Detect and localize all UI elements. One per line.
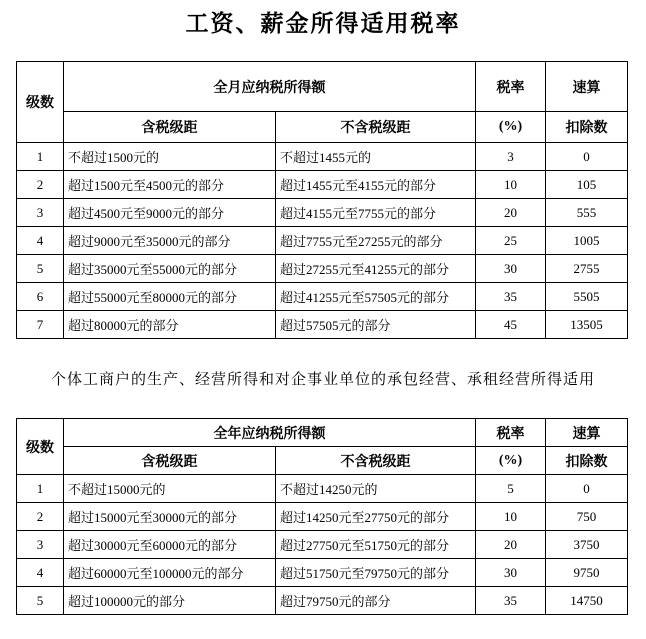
table-row: [17, 531, 628, 559]
rate-cell: 20: [476, 199, 546, 227]
bracket-without-tax-cell: 超过57505元的部分: [276, 311, 476, 339]
monthly-tax-table: [16, 61, 628, 339]
level-cell: 7: [17, 311, 64, 339]
rate-cell: 35: [476, 587, 546, 615]
page-title: 工资、薪金所得适用税率: [185, 11, 461, 36]
bracket-with-tax-cell: 超过15000元至30000元的部分: [64, 503, 276, 531]
bracket-without-tax-cell: 不超过14250元的: [276, 475, 476, 503]
bracket-without-tax-cell: 超过51750元至79750元的部分: [276, 559, 476, 587]
rate-cell: 3: [476, 143, 546, 171]
level-cell: 5: [17, 255, 64, 283]
col-header-bracket-without-tax: 不含税级距: [276, 112, 476, 143]
col-header-bracket-without-tax: 不含税级距: [276, 447, 476, 475]
deduction-cell: 13505: [546, 311, 628, 339]
level-cell: 2: [17, 171, 64, 199]
bracket-with-tax-cell: 超过4500元至9000元的部分: [64, 199, 276, 227]
annual-tax-table: [16, 418, 628, 615]
level-cell: 3: [17, 199, 64, 227]
deduction-cell: 0: [546, 475, 628, 503]
col-header-rate-line1: 税率: [476, 62, 546, 112]
annual-tax-table-header: [17, 419, 628, 475]
rate-cell: 25: [476, 227, 546, 255]
col-header-rate-line2: (%): [476, 447, 546, 475]
col-header-level: 级数: [17, 419, 64, 475]
level-cell: 4: [17, 227, 64, 255]
deduction-cell: 5505: [546, 283, 628, 311]
level-cell: 1: [17, 475, 64, 503]
deduction-cell: 9750: [546, 559, 628, 587]
col-header-bracket-with-tax: 含税级距: [64, 447, 276, 475]
level-cell: 4: [17, 559, 64, 587]
bracket-without-tax-cell: 超过14250元至27750元的部分: [276, 503, 476, 531]
deduction-cell: 750: [546, 503, 628, 531]
col-header-deduction-line1: 速算: [546, 419, 628, 447]
col-header-rate-line1: 税率: [476, 419, 546, 447]
header-row-1: [17, 62, 628, 112]
table-row: [17, 171, 628, 199]
col-header-deduction-line2: 扣除数: [546, 112, 628, 143]
rate-cell: 10: [476, 171, 546, 199]
table-row: [17, 503, 628, 531]
level-cell: 5: [17, 587, 64, 615]
deduction-cell: 1005: [546, 227, 628, 255]
level-cell: 1: [17, 143, 64, 171]
bracket-with-tax-cell: 不超过15000元的: [64, 475, 276, 503]
col-header-bracket-with-tax: 含税级距: [64, 112, 276, 143]
level-cell: 3: [17, 531, 64, 559]
bracket-without-tax-cell: 超过41255元至57505元的部分: [276, 283, 476, 311]
bracket-with-tax-cell: 超过55000元至80000元的部分: [64, 283, 276, 311]
rate-cell: 45: [476, 311, 546, 339]
level-cell: 2: [17, 503, 64, 531]
bracket-with-tax-cell: 超过100000元的部分: [64, 587, 276, 615]
monthly-tax-table-header: [17, 62, 628, 143]
table-row: [17, 199, 628, 227]
table-row: [17, 255, 628, 283]
bracket-with-tax-cell: 超过80000元的部分: [64, 311, 276, 339]
bracket-with-tax-cell: 超过30000元至60000元的部分: [64, 531, 276, 559]
rate-cell: 30: [476, 255, 546, 283]
bracket-with-tax-cell: 不超过1500元的: [64, 143, 276, 171]
table-row: [17, 311, 628, 339]
deduction-cell: 555: [546, 199, 628, 227]
table-row: [17, 587, 628, 615]
table-row: [17, 475, 628, 503]
deduction-cell: 2755: [546, 255, 628, 283]
rate-cell: 5: [476, 475, 546, 503]
deduction-cell: 105: [546, 171, 628, 199]
bracket-without-tax-cell: 超过4155元至7755元的部分: [276, 199, 476, 227]
deduction-cell: 14750: [546, 587, 628, 615]
section-heading: 个体工商户的生产、经营所得和对企事业单位的承包经营、承租经营所得适用: [50, 372, 595, 388]
table-row: [17, 559, 628, 587]
bracket-without-tax-cell: 超过27255元至41255元的部分: [276, 255, 476, 283]
header-row-1: [17, 419, 628, 447]
level-cell: 6: [17, 283, 64, 311]
col-header-income: 全月应纳税所得额: [64, 62, 476, 112]
bracket-with-tax-cell: 超过60000元至100000元的部分: [64, 559, 276, 587]
bracket-without-tax-cell: 超过27750元至51750元的部分: [276, 531, 476, 559]
deduction-cell: 0: [546, 143, 628, 171]
bracket-without-tax-cell: 不超过1455元的: [276, 143, 476, 171]
header-row-2: [17, 447, 628, 475]
rate-cell: 10: [476, 503, 546, 531]
col-header-income: 全年应纳税所得额: [64, 419, 476, 447]
table-row: [17, 143, 628, 171]
rate-cell: 20: [476, 531, 546, 559]
header-row-2: [17, 112, 628, 143]
col-header-level: 级数: [17, 62, 64, 143]
table-row: [17, 283, 628, 311]
deduction-cell: 3750: [546, 531, 628, 559]
col-header-rate-line2: (%): [476, 112, 546, 143]
col-header-deduction-line2: 扣除数: [546, 447, 628, 475]
rate-cell: 30: [476, 559, 546, 587]
col-header-deduction-line1: 速算: [546, 62, 628, 112]
bracket-with-tax-cell: 超过9000元至35000元的部分: [64, 227, 276, 255]
bracket-without-tax-cell: 超过7755元至27255元的部分: [276, 227, 476, 255]
bracket-without-tax-cell: 超过79750元的部分: [276, 587, 476, 615]
table-row: [17, 227, 628, 255]
bracket-with-tax-cell: 超过1500元至4500元的部分: [64, 171, 276, 199]
bracket-with-tax-cell: 超过35000元至55000元的部分: [64, 255, 276, 283]
rate-cell: 35: [476, 283, 546, 311]
bracket-without-tax-cell: 超过1455元至4155元的部分: [276, 171, 476, 199]
